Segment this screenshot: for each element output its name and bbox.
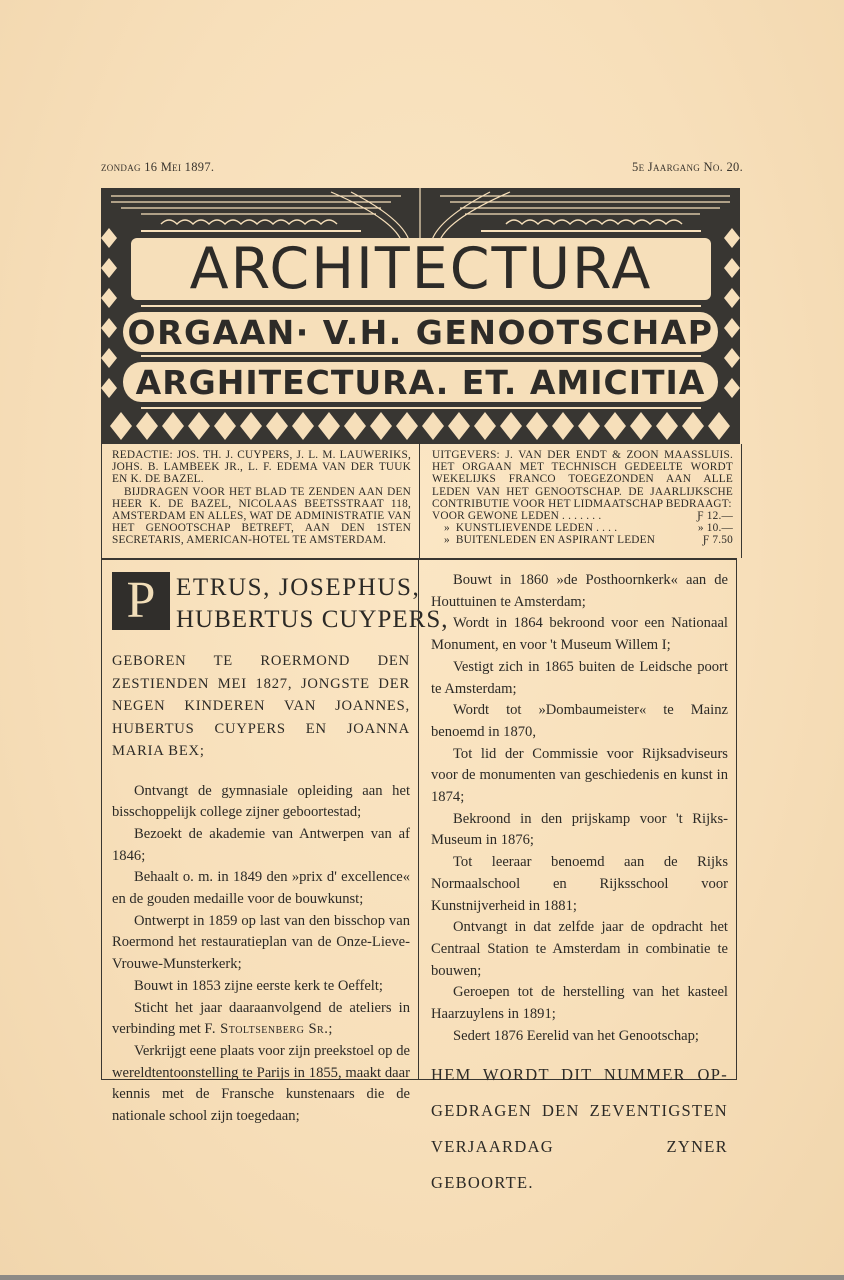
- facts-right: [431, 570, 728, 1047]
- diamond-ornament-icon: [422, 412, 444, 440]
- dedication: [431, 1057, 728, 1201]
- page-header: [101, 160, 743, 180]
- diamond-ornament-icon: [474, 412, 496, 440]
- issue-date: zondag 16 Mei 1897.: [101, 160, 215, 174]
- person-name: F. Stoltsenberg Sr.: [204, 1021, 329, 1038]
- article-left-column: [102, 560, 449, 1125]
- masthead-subtitle-2: ARGHITECTURA. ET. AMICITIA: [123, 362, 718, 402]
- diamond-ornament-icon: [240, 412, 262, 440]
- diamond-ornament-icon: [110, 412, 132, 440]
- fee-label: [432, 522, 617, 534]
- diamond-ornament-icon: [604, 412, 626, 440]
- diamond-ornament-icon: [578, 412, 600, 440]
- diamond-ornament-icon: [162, 412, 184, 440]
- fee-label: VOOR GEWONE LEDEN . . . . . . .: [432, 510, 602, 523]
- fee-label: [432, 534, 655, 546]
- fact-item: Behaalt o. m. in 1849 den »prix d' excellence« en de gouden medaille voor de bouwkunst;: [112, 869, 410, 908]
- dropcap-ornament-icon: [112, 572, 170, 630]
- diamond-ornament-icon: [188, 412, 210, 440]
- diamond-ornament-icon: [396, 412, 418, 440]
- birth-text: GEBOREN TE ROERMOND DEN ZESTIENDEN MEI 1827, JONGSTE DER NEGEN KINDEREN VAN JOANNES, HUBERTUS CUYPERS EN JOANNA MARIA BEX;: [112, 653, 410, 759]
- fact-item: Ontwerpt in 1859 op last van den bisschop van Roermond het restauratieplan van de Onze-Lieve-Vrouwe-Munsterkerk;: [112, 912, 410, 973]
- bijdragen-text: BIJDRAGEN VOOR HET BLAD TE ZENDEN AAN DEN HEER K. DE BAZEL, NICOLAAS BEETSSTRAAT 118, AMSTERDAM EN ALLES, WAT DE ADMINISTRATIE VAN HET GENOOTSCHAP BETREFT, AAN DEN 1STEN SECRETARIS, AMERICAN-HOTEL TE AMSTERDAM.: [112, 485, 411, 547]
- fee-amount: » 10.—: [697, 522, 733, 535]
- fact-item: Geroepen tot de herstelling van het kasteel Haarzuylens in 1891;: [431, 984, 728, 1023]
- diamond-ornament-icon: [344, 412, 366, 440]
- name-line-2: HUBERTUS CUYPERS,: [176, 606, 449, 633]
- masthead-subtitle-1: ORGAAN· V.H. GENOOTSCHAP: [123, 312, 718, 352]
- publisher-info: [420, 444, 741, 558]
- fact-item: Bekroond in den prijskamp voor 't Rijks-Museum in 1876;: [431, 810, 728, 849]
- diamond-ornament-icon: [266, 412, 288, 440]
- fee-amount: Ƒ 12.—: [697, 510, 733, 523]
- masthead-title: ARCHITECTURA: [131, 238, 711, 300]
- diamond-ornament-icon: [552, 412, 574, 440]
- dedication-line: VERJAARDAG ZYNER GEBOORTE.: [431, 1137, 728, 1193]
- article-right-column: [419, 560, 736, 1193]
- article-heading: [112, 572, 449, 638]
- diamond-ornament-icon: [370, 412, 392, 440]
- fact-text: Sticht het jaar daaraanvolgend de ateliers in verbinding met: [112, 999, 410, 1038]
- fact-item: Ontvangt in dat zelfde jaar de opdracht het Centraal Station te Amsterdam in combinatie te bouwen;: [431, 919, 728, 979]
- diamond-ornament-icon: [318, 412, 340, 440]
- article: [101, 558, 737, 1193]
- fact-item: Sedert 1876 Eerelid van het Genootschap;: [453, 1027, 699, 1044]
- ditto-mark: »: [444, 522, 450, 535]
- fact-item: Ontvangt de gymnasiale opleiding aan het bisschoppelijk college zijner geboortestad;: [112, 782, 410, 821]
- diamond-ornament-icon: [448, 412, 470, 440]
- diamond-ornament-icon: [136, 412, 158, 440]
- fee-label-text: BUITENLEDEN EN ASPIRANT LEDEN: [455, 534, 656, 547]
- diamond-ornament-icon: [214, 412, 236, 440]
- diamond-ornament-icon: [630, 412, 652, 440]
- dedication-line: HEM WORDT DIT NUMMER OP-: [431, 1065, 728, 1085]
- fact-item: Vestigt zich in 1865 buiten de Leidsche poort te Amsterdam;: [431, 658, 728, 697]
- editorial-info: [102, 444, 420, 558]
- facts-left: [112, 781, 410, 1128]
- diamond-ornament-icon: [656, 412, 678, 440]
- page-edge: [0, 1275, 844, 1280]
- diamond-ornament-icon: [682, 412, 704, 440]
- fact-item: Tot lid der Commissie voor Rijksadviseurs voor de monumenten van geschiedenis en kunst in 1874;: [431, 745, 728, 806]
- fee-row: [432, 522, 733, 534]
- ditto-mark: »: [444, 534, 450, 547]
- fact-item: Bouwt in 1860 »de Posthoornkerk« aan de Houttuinen te Amsterdam;: [431, 572, 728, 610]
- fact-text: ;: [328, 1021, 333, 1038]
- fact-item: [112, 998, 410, 1041]
- fee-row: [432, 534, 733, 546]
- fact-item: Bezoekt de akademie van Antwerpen van af 1846;: [112, 825, 410, 864]
- info-section: [101, 444, 742, 558]
- fact-item: Wordt in 1864 bekroond voor een Nationaal Monument, en voor 't Museum Willem I;: [431, 615, 728, 654]
- dropcap-letter: P: [126, 572, 156, 629]
- redactie-text: REDACTIE: JOS. TH. J. CUYPERS, J. L. M. LAUWERIKS, JOHS. B. LAMBEEK JR., L. F. EDEMA VAN DER TUUK EN K. DE BAZEL.: [112, 449, 411, 486]
- issue-number: 5e Jaargang No. 20.: [632, 160, 743, 174]
- fee-amount: Ƒ 7.50: [702, 534, 733, 547]
- masthead: [101, 188, 740, 444]
- uitgevers-text: UITGEVERS: J. VAN DER ENDT & ZOON MAASSLUIS. HET ORGAAN MET TECHNISCH GEDEELTE WORDT WEKELIJKS FRANCO TOEGEZONDEN AAN ALLE LEDEN VAN HET GENOOTSCHAP. DE JAARLIJKSCHE CONTRIBUTIE VOOR HET LIDMAATSCHAP BEDRAAGT:: [432, 449, 733, 510]
- name-line-1: ETRUS, JOSEPHUS,: [176, 574, 421, 601]
- fee-row: [432, 510, 733, 522]
- diamond-ornament-icon: [500, 412, 522, 440]
- dedication-line: GEDRAGEN DEN ZEVENTIGSTEN: [431, 1101, 728, 1121]
- fact-item: Wordt tot »Dombaumeister« te Mainz benoemd in 1870,: [431, 702, 728, 740]
- fee-label-text: KUNSTLIEVENDE LEDEN . . . .: [455, 522, 618, 535]
- diamond-ornament-icon: [526, 412, 548, 440]
- diamond-ornament-icon: [292, 412, 314, 440]
- fact-item: Verkrijgt eene plaats voor zijn preekstoel op de wereldtentoonstelling te Parijs in 1855, maakt daar kennis met de Fransche kunstenaars die de nationale school zijn toegedaan;: [112, 1042, 410, 1125]
- fact-item: Tot leeraar benoemd aan de Rijks Normaalschool en Rijksschool voor Kunstnijverheid in 1881;: [431, 854, 728, 914]
- fact-item: Bouwt in 1853 zijne eerste kerk te Oeffelt;: [134, 977, 383, 994]
- diamond-ornament-icon: [708, 412, 730, 440]
